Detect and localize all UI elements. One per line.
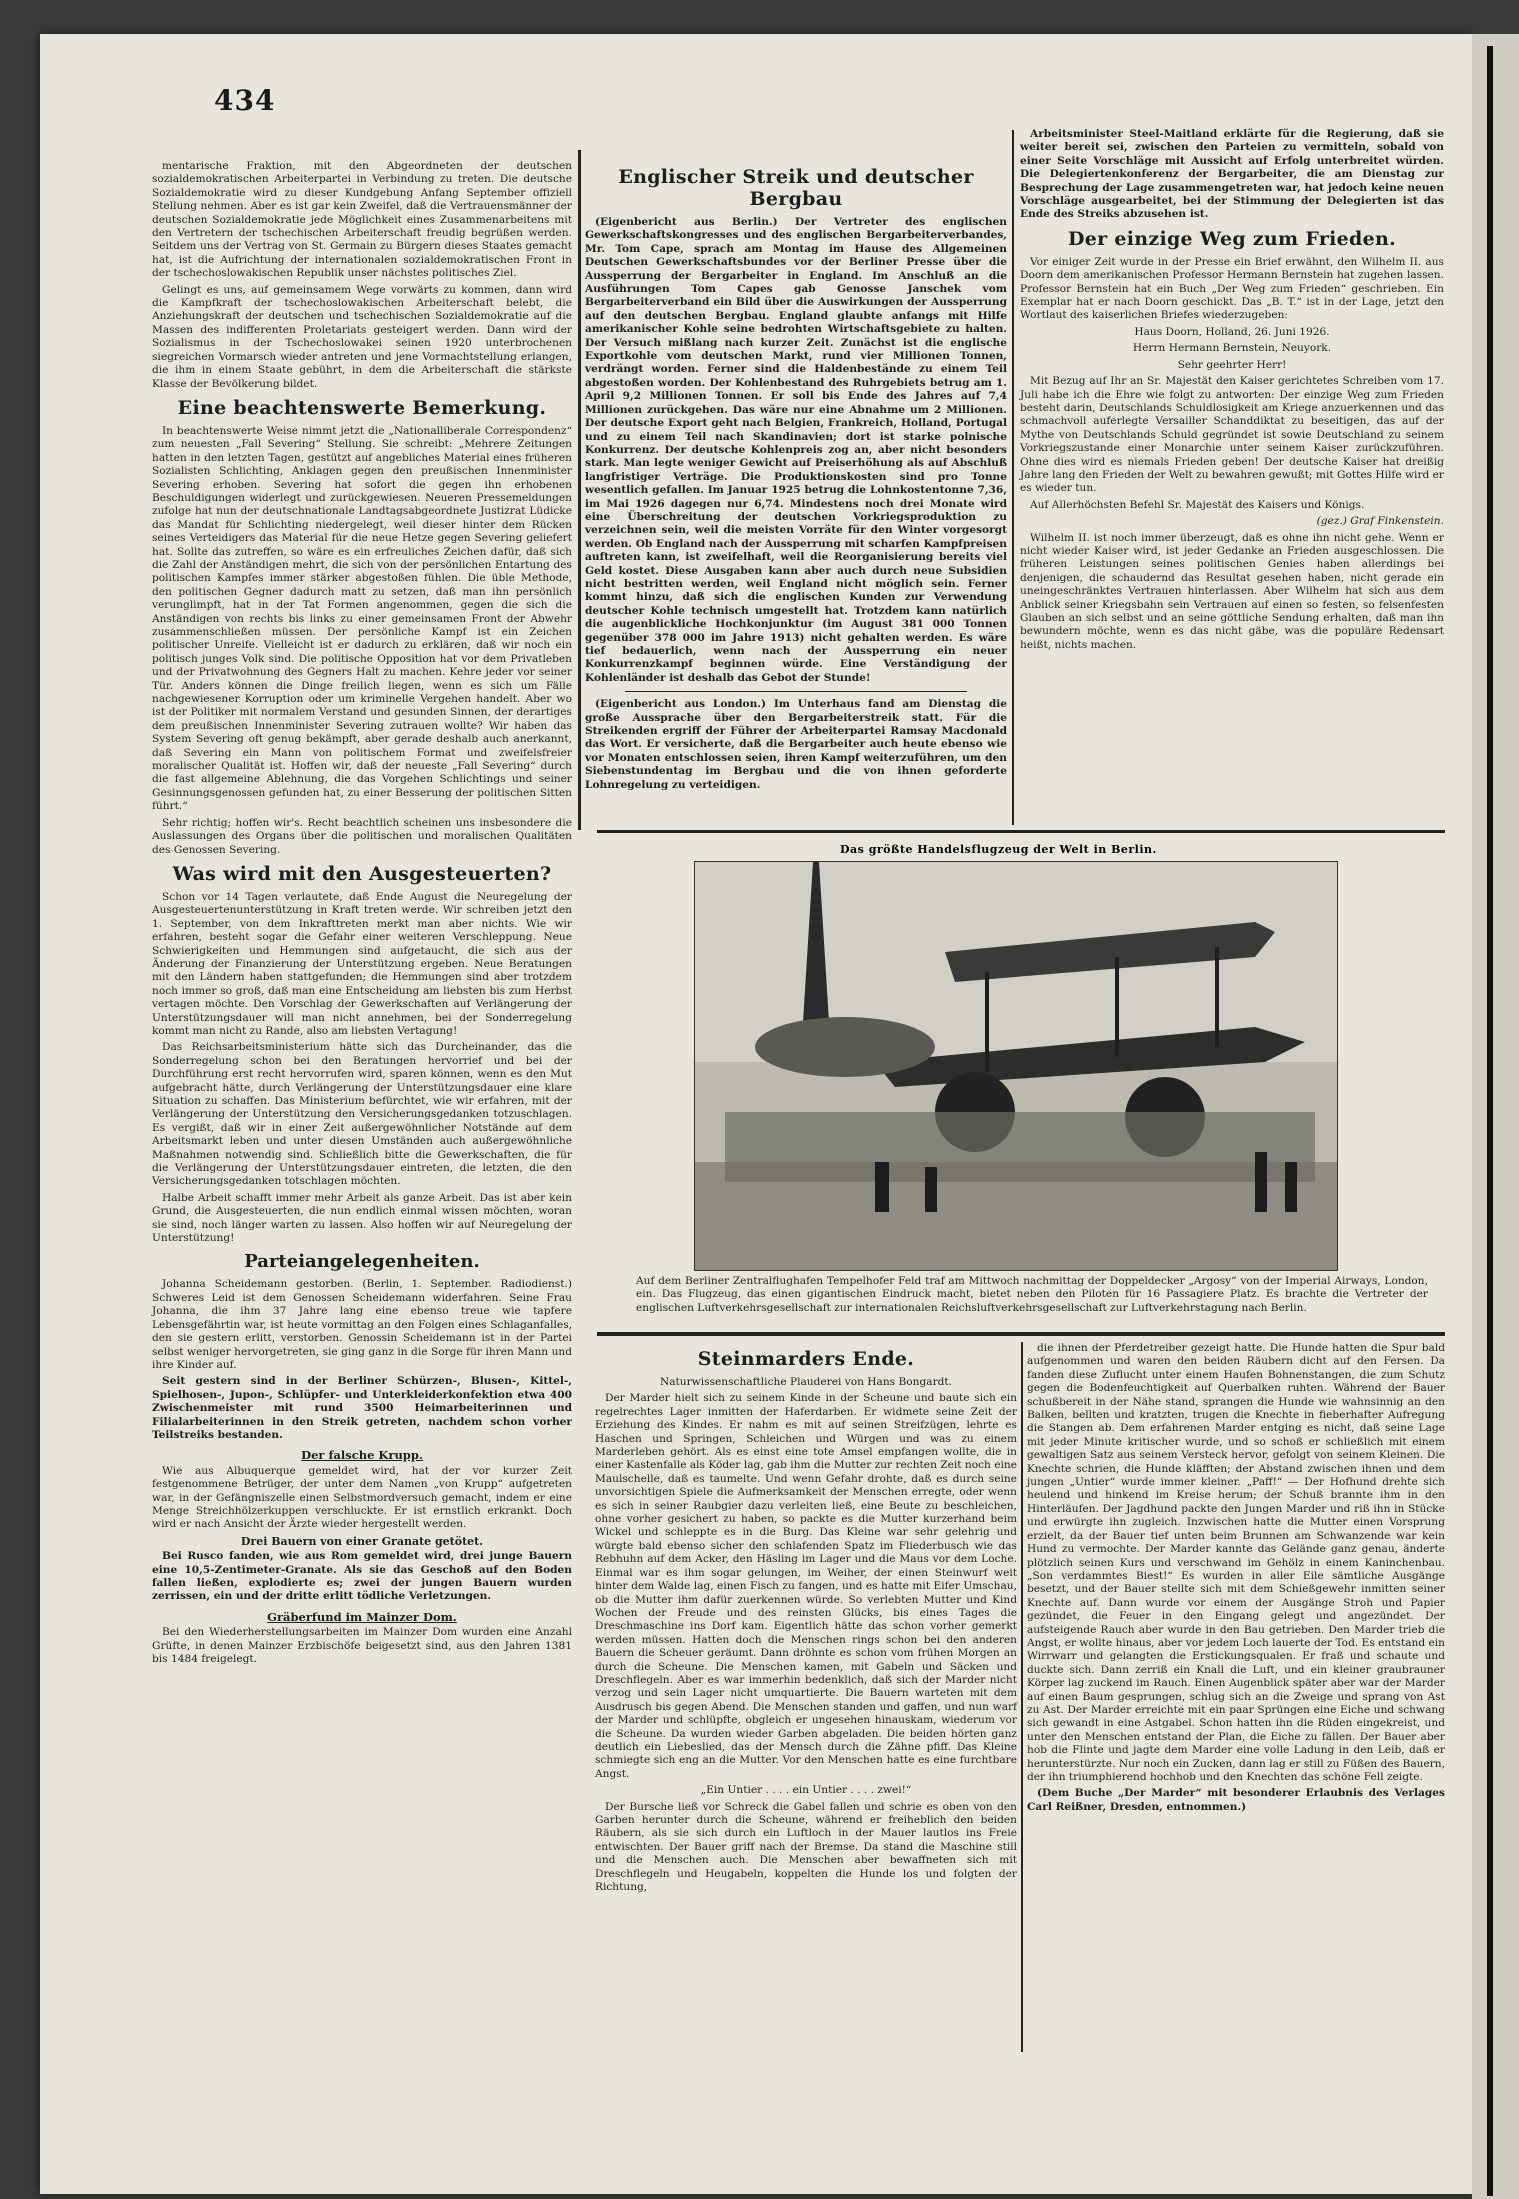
article-text: Der Bursche ließ vor Schreck die Gabel fallen und schrie es oben von den Garben herunter durch die Scheune, während er freiheblich den beiden Räubern, als sie sich durch ein Luftloch in der Mauer lautlos ins Freie entwischten. Der Bauer griff nach der Bremse. Da stand die Maschine still und die Menschen auch. Die Menschen aber bewaffneten sich mit Dreschflegeln und Heugabeln, koppelten die Hunde los und folgten der Richtung,	[595, 1800, 1017, 1894]
page-edge	[1472, 34, 1519, 2199]
article-text: Bei Rusco fanden, wie aus Rom gemeldet wird, drei junge Bauern eine 10,5-Zentimeter-Granate. Als sie das Geschoß auf den Boden fallen ließen, explodierte es; zwei der jungen Bauern wurden zerrissen, ein und der dritte erlitt tödliche Verletzungen.	[152, 1550, 572, 1603]
feuilleton-right	[1027, 1342, 1445, 2052]
section-rule	[597, 1332, 1445, 1336]
headline: Parteiangelegenheiten.	[244, 1251, 480, 1273]
binding-bar	[1487, 46, 1493, 2196]
article-text: Gelingt es uns, auf gemeinsamem Wege vorwärts zu kommen, dann wird die Kampfkraft der tschechoslowakischen Arbeiterschaft belebt, die Anziehungskraft der deutschen und tschechischen Sozialdemokratie auf die Massen des indifferenten Proletariats gesteigert werden. Dann wird der Sozialismus in der Tschechoslowakei seinen 1920 unterbrochenen siegreichen Vormarsch wieder antreten und jene Vormachtstellung erlangen, die ihm in einem Staate gebührt, in dem die Arbeiterschaft die stärkste Klasse der Bevölkerung bildet.	[152, 283, 572, 390]
feuilleton-headline: Steinmarders Ende.	[697, 1348, 915, 1370]
signature: (gez.) Graf Finkenstein.	[1316, 515, 1444, 528]
right-column	[1020, 128, 1444, 818]
article-text: Schon vor 14 Tagen verlautete, daß Ende August die Neuregelung der Ausgesteuertenunterstützung in Kraft treten werde. Wir schreiben jetzt den 1. September, von dem Inkrafttreten merkt man aber nichts. Wie wir erfahren, besteht sogar die Gefahr einer weiteren Verschleppung. Neue Schwierigkeiten und Hemmungen sind aufgetaucht, die sich aus der Änderung der Finanzierung der Unterstützung ergeben. Neue Beratungen mit den Ländern haben stattgefunden; die Hemmungen sind aber trotzdem noch immer so groß, daß man eine Entscheidung am liebsten bis zum Herbst vertagen möchte. Den Vorschlag der Gewerkschaften auf Verlängerung der Unterstützungsdauer will man nicht annehmen, bei der Sonderregelung kommt man nicht zu Rande, also am liebsten Vertagung!	[152, 890, 572, 1037]
airplane-photo	[694, 861, 1338, 1271]
article-text: Arbeitsminister Steel-Maitland erklärte für die Regierung, daß sie weiter bereit sei, zwischen den Parteien zu vermitteln, sobald von einer Seite Vorschläge mit Aussicht auf Erfolg unterbreitet würden. Die Delegiertenkonferenz der Bergarbeiter, die am Dienstag zur Besprechung der Lage zusammengetreten war, hat jedoch keine neuen Vorschläge ausgearbeitet, bei der Stimmung der Delegierten ist das Ende des Streiks abzusehen ist.	[1020, 128, 1444, 221]
article-text: Der Marder hielt sich zu seinem Kinde in der Scheune und baute sich ein regelrechtes Lager inmitten der Haferdarben. Er widmete seine Zeit der Erziehung des Kindes. Er nahm es mit auf seinen Streifzügen, lehrte es Haschen und Springen, Schleichen und Würgen und was zu einem Marderleben gehört. Als es einst eine tote Amsel empfangen wollte, die in einer Kastenfalle als Köder lag, gab ihm die Mutter zur rechten Zeit noch eine Maulschelle, daß es taumelte. Und wenn Gefahr drohte, daß es durch seine unvorsichtigen Spiele die Aufmerksamkeit der Menschen erregte, oder wenn es sich in seiner Raubgier dazu verleiten ließ, eine Beute zu beschleichen, ohne vorher gesichert zu haben, so packte es die Mutter kurzerhand beim Wickel und schleppte es in die Burg. Das Kleine war sehr gelehrig und würgte bald ebenso sicher den schlafenden Spatz im Fliederbusch wie das Rebhuhn auf dem Acker, den Häsling im Lager und die Maus vor dem Loche. Einmal war es ihm sogar gelungen, im Weiher, der einen Steinwurf weit hinter dem Walde lag, einen Fisch zu fangen, und es hatte mit Eifer Umschau, ob die Mutter ihm dafür zuerkennen würde. So verlebten Mutter und Kind Wochen der Freude und des reinsten Glücks, bis eines Tages die Dreschmaschine ins Dorf kam. Eigentlich hätte das schon vorher gemerkt werden müssen. Hatten doch die Menschen rings schon bei den anderen Bauern die Scheuer geräumt. Dann dröhnte es schon vom frühen Morgen an durch die Scheune. Die Menschen kamen, mit Gabeln und Säcken und Dreschflegeln. Aber es war immerhin bedenklich, daß sich der Marder nicht verzog und sein Lager nicht umquartierte. Die Bauern warteten mit dem Ausdrusch bis gegen Abend. Die Menschen standen und gaffen, und nun warf der Marder und schlüpfte, obgleich er ungesehen hinauskam, wiederum vor die Scheune. Da wurden wieder Garben abgeladen. Die beiden hörten ganz deutlich ein Liebeslied, das der Mensch durch die Zähne pfiff. Das Kleine schmiegte sich eng an die Mutter. Vor den Menschen hatte es eine furchtbare Angst.	[595, 1392, 1017, 1780]
article-text: Halbe Arbeit schafft immer mehr Arbeit als ganze Arbeit. Das ist aber kein Grund, die Ausgesteuerten, die nun endlich einmal wissen möchten, woran sie sind, noch länger warten zu lassen. Also hoffen wir auf Neuregelung der Unterstützung!	[152, 1191, 572, 1245]
left-column	[152, 160, 572, 2055]
subheadline: Drei Bauern von einer Granate getötet.	[240, 1534, 484, 1548]
letter-dateline: Haus Doorn, Holland, 26. Juni 1926.	[1134, 325, 1330, 338]
divider	[625, 691, 967, 692]
article-text: Seit gestern sind in der Berliner Schürzen-, Blusen-, Kittel-, Spielhosen-, Jupon-, Schlüpfer- und Unterkleiderkonfektion etwa 400 Zwischenmeister mit rund 3500 Heimarbeiterinnen und Filialarbeiterinnen in den Streik getreten, nachdem schon vorher Teilstreiks bestanden.	[152, 1375, 572, 1441]
article-text: Bei den Wiederherstellungsarbeiten im Mainzer Dom wurden eine Anzahl Grüfte, in denen Mainzer Erzbischöfe beigesetzt sind, aus den Jahren 1381 bis 1484 freigelegt.	[152, 1626, 572, 1666]
article-text: Sehr richtig; hoffen wir's. Recht beachtlich scheinen uns insbesondere die Auslassungen des Organs über die politischen und moralischen Qualitäten des Genossen Severing.	[152, 816, 572, 856]
column-rule	[1012, 130, 1014, 825]
headline: Eine beachtenswerte Bemerkung.	[177, 396, 547, 419]
article-text: Vor einiger Zeit wurde in der Presse ein Brief erwähnt, den Wilhelm II. aus Doorn dem amerikanischen Professor Hermann Bernstein hat zugehen lassen. Professor Bernstein hat ein Buch „Der Weg zum Frieden“ geschrieben. Ein Exemplar hat er nach Doorn geschickt. Das „B. T.“ ist in der Lage, jetzt den Wortlaut des kaiserlichen Briefes wiederzugeben:	[1020, 255, 1444, 322]
biplane-image	[695, 862, 1337, 1270]
article-text: Mit Bezug auf Ihr an Sr. Majestät den Kaiser gerichtetes Schreiben vom 17. Juli habe ich die Ehre wie folgt zu antworten: Der einzige Weg zum Frieden besteht darin, Deutschlands Schuldlosigkeit am Kriege anzuerkennen und das schmachvoll auferlegte Versailler Schanddiktat zu beseitigen, das auf der Mythe von Deutschlands Schuld gegründet ist sowie Deutschland zu seinem Vorkriegszustande einer Monarchie unter seinem Kaiser zurückzuführen. Ohne dies wird es niemals Frieden geben! Der deutsche Kaiser hat dreißig Jahre lang den Frieden der Welt zu bewahren gewußt; mit Gottes Hilfe wird er es wieder tun.	[1020, 375, 1444, 495]
column-rule	[1021, 1342, 1023, 2052]
byline: Naturwissenschaftliche Plauderei von Hans Bongardt.	[659, 1376, 953, 1388]
middle-column	[585, 160, 1007, 790]
letter-salutation: Sehr geehrter Herr!	[1177, 358, 1287, 371]
subheadline: Gräberfund im Mainzer Dom.	[267, 1609, 457, 1624]
article-text: Wie aus Albuquerque gemeldet wird, hat der vor kurzer Zeit festgenommene Betrüger, der unter dem Namen „von Krupp“ aufgetreten war, in der Gefängniszelle einen Selbstmordversuch gemacht, indem er eine Menge Streichhölzerkuppen verschluckte. Er ist ernstlich erkrankt. Doch wird er nach Ansicht der Ärzte wieder hergestellt werden.	[152, 1464, 572, 1531]
section-rule	[597, 830, 1445, 833]
quote: „Ein Untier . . . . ein Untier . . . . zwei!“	[700, 1784, 912, 1797]
column-rule	[578, 150, 581, 830]
letter-recipient: Herrn Hermann Bernstein, Neuyork.	[1132, 342, 1332, 355]
article-text: Johanna Scheidemann gestorben. (Berlin, 1. September. Radiodienst.) Schweres Leid ist dem Genossen Scheidemann widerfahren. Seine Frau Johanna, die ihm 37 Jahre lang eine ebenso treue wie tapfere Lebensgefährtin war, ist heute vormittag an den Folgen eines Schlaganfalles, den sie gestern erlitt, verstorben. Genossin Scheidemann ist in der Partei selbst weniger hervorgetreten, sie ging ganz in die Sorge für ihren Mann und ihre Kinder auf.	[152, 1278, 572, 1371]
article-text: mentarische Fraktion, mit den Abgeordneten der deutschen sozialdemokratischen Arbeiterpartei in Verbindung zu treten. Die deutsche Sozialdemokratie wird zu dieser Kundgebung Anfang September offiziell Stellung nehmen. Aber es ist gar kein Zweifel, daß die Vertrauensmänner der deutschen Sozialdemokratie jede Möglichkeit eines Zusammenarbeitens mit den Vertretern der tschechischen Arbeiterschaft freudig begrüßen werden. Seitdem uns der Vertrag von St. Germain zu Bürgern dieses Staates gemacht hat, ist die Aufrichtung der internationalen sozialdemokratischen Front in der tschechoslowakischen Republik unser nächstes politisches Ziel.	[152, 160, 572, 280]
article-text: In beachtenswerte Weise nimmt jetzt die „Nationalliberale Correspondenz“ zum neuesten „Fall Severing“ Stellung. Sie schreibt: „Mehrere Zeitungen hatten in den letzten Tagen, gestützt auf angebliches Material eines früheren Sozialisten Schlichting, Anklagen gegen den preußischen Innenminister Severing erhoben. Severing hat sofort die gegen ihn erhobenen Beschuldigungen widerlegt und zurückgewiesen. Neueren Pressemeldungen zufolge hat nun der deutschnationale Landtagsabgeordnete Justizrat Lüdicke das Mandat für Schlichting niedergelegt, weil dieser hinter dem Rücken seines Verteidigers das Material für die neue Hetze gegen Severing geliefert hat. Sollte das zutreffen, so wäre es ein erfreuliches Zeichen dafür, daß sich die Zahl der Anständigen mehrt, die sich von der persönlichen Entartung des politischen Kampfes immer stärker abgestoßen fühlen. Die üble Methode, den politischen Gegner dadurch matt zu setzen, daß man ihn persönlich verunglimpft, hat in der Tat Formen angenommen, gegen die sich die Anständigen von rechts bis links zu einer gemeinsamen Front der Abwehr zusammenschließen müssen. Der persönliche Kampf ist ein Zeichen politischer Unreife. Vielleicht ist er dadurch zu erklären, daß wir noch ein politisch junges Volk sind. Die politische Opposition hat vor dem Privatleben und der Privatwohnung des Gegners Halt zu machen. Kehre jeder vor seiner Tür. Anders können die Dinge freilich liegen, wenn es sich um Fälle nachgewiesener Korruption oder um kriminelle Vergehen handelt. Aber wo ist der Politiker mit normalem Verstand und gesunden Sinnen, der derartiges dem preußischen Innenminister Severing zutrauen wollte? Wir haben das System Severing oft genug bekämpft, aber gerade deshalb auch anerkannt, daß Severing ein Mann von politischem Format und zweifelsfreier moralischer Qualität ist. Hoffen wir, daß der neueste „Fall Severing“ durch die fast allgemeine Ablehnung, die das Vorgehen Schlichtings und seiner Gesinnungsgenossen gefunden hat, zu einer Besserung der politischen Sitten führt.“	[152, 424, 572, 813]
article-text: (Eigenbericht aus London.) Im Unterhaus fand am Dienstag die große Aussprache über den Bergarbeiterstreik statt. Für die Streikenden ergriff der Führer der Arbeiterpartei Ramsay Macdonald das Wort. Er versicherte, daß die Bergarbeiter auch heute ebenso wie vor Monaten entschlossen seien, ihren Kampf weiterzuführen, um den Siebenstundentag im Bergbau und die von ihnen geforderte Lohnregelung zu verteidigen.	[585, 698, 1007, 791]
headline: Der einzige Weg zum Frieden.	[1067, 227, 1397, 250]
subheadline: Der falsche Krupp.	[301, 1448, 423, 1463]
feuilleton-left	[595, 1342, 1017, 2052]
article-text: (Eigenbericht aus Berlin.) Der Vertreter des englischen Gewerkschaftskongresses und des englischen Bergarbeiterverbandes, Mr. Tom Cape, sprach am Montag im Hause des Allgemeinen Deutschen Gewerkschaftsbundes vor der Berliner Presse über die Aussperrung der Bergarbeiter in England. Im Anschluß an die Ausführungen Tom Capes gab Genosse Janschek vom Bergarbeiterverband ein Bild über die Auswirkungen der Aussperrung auf den deutschen Bergbau. England glaubte anfangs mit Hilfe amerikanischer Kohle seine bedrohten Wirtschaftsgebiete zu halten. Der Versuch mißlang nach kurzer Zeit. Zunächst ist die englische Exportkohle vom deutschen Markt, rund vier Millionen Tonnen, verdrängt worden. Ferner sind die Haldenbestände zu einem Teil abgestoßen worden. Der Kohlenbestand des Ruhrgebiets betrug am 1. April 9,2 Millionen Tonnen. Er soll bis Ende des Jahres auf 7,4 Millionen zurückgehen. Das wäre nur eine Abnahme um 2 Millionen. Der deutsche Export geht nach Belgien, Frankreich, Holland, Portugal und zu einem Teil nach Skandinavien; dort ist starke polnische Konkurrenz. Der deutsche Kohlenpreis zog an, aber nicht besonders stark. Man legte weniger Gewicht auf Preiserhöhung als auf Abschluß langfristiger Verträge. Die Produktionskosten sind pro Tonne wesentlich gefallen. Im Januar 1925 betrug die Lohnkostentonne 7,36, im Mai 1926 dagegen nur 6,74. Mindestens noch drei Monate wird eine Überschreitung der deutschen Vorkriegsproduktion zu verzeichnen sein, weil die meisten Vorräte für den Winter vorgesorgt werden. Ob England nach der Aussperrung mit scharfen Kampfpreisen auftreten kann, ist zweifelhaft, weil die Reorganisierung bereits viel Geld kostet. Diese Ausgaben kann aber auch durch neue Subsidien nicht bestritten werden, weil England nicht möglich sein. Ferner kommt hinzu, daß sich die englischen Kunden zur Verwendung deutscher Kohle technisch umgestellt hat. Trotzdem kann natürlich die augenblickliche Hochkonjunktur (im August 381 000 Tonnen gegenüber 378 000 im Jahre 1913) nicht gehalten werden. Es wäre tief bedauerlich, wenn nach der Aussperrung ein neuer Konkurrenzkampf beginnen würde. Eine Verständigung der Kohlenländer ist deshalb das Gebot der Stunde!	[585, 216, 1007, 684]
article-text: die ihnen der Pferdetreiber gezeigt hatte. Die Hunde hatten die Spur bald aufgenommen und waren den beiden Räubern dicht auf den Fersen. Da fanden diese Zuflucht unter einem Haufen Bohnenstangen, die zum Schutz gegen die Bodenfeuchtigkeit auf Querbalken ruhten. Während der Bauer schußbereit in der Nähe stand, sprangen die Hunde wie wahnsinnig an den Balken, bellten und kratzten, trugen die Knechte in fieberhafter Aufregung die Stangen ab. Dem erfahrenen Marder entging es nicht, daß seine Lage mit jeder Minute kritischer wurde, und so schoß er schließlich mit einem gewaltigen Satz aus seinem Versteck hervor, gefolgt von seinem Kleinen. Die Knechte schrien, die Hunde kläfften; der Abstand zwischen ihnen und dem jungen „Untier“ wurde immer kleiner. „Paff!“ — Der Hofhund drehte sich heulend und hinkend im Kreise herum; der Schuß brannte ihm in den Hinterläufen. Der Jagdhund packte den Jungen Marder und riß ihn in Stücke und erwürgte ihn zugleich. Inzwischen hatte die Mutter einen Vorsprung erzielt, da der Bauer tief unten beim Brunnen am Schwanzende war kein Hund zu vermochte. Der Marder kannte das Gelände ganz genau, änderte plötzlich seinen Kurs und verschwand im Gehölz in einem Kaninchenbau. „Son verdammtes Biest!“ Es wurden in aller Eile sämtliche Ausgänge besetzt, und der Bauer stellte sich mit dem Schießgewehr inmitten seiner Knechte auf. Dann wurde vor einem der Ausgänge Stroh und Papier gezündet, die Feuer in den Eingang gelegt und angezündet. Der aufsteigende Rauch aber wurde in den Bau getrieben. Den Marder trieb die Angst, er wollte hinaus, aber vor jedem Loch lauerte der Tod. Es entstand ein Wirrwarr und gelangten die Erstickungsqualen. Er fraß und schaute und duckte sich. Dann zerriß ein Knall die Luft, und ein kleiner graubrauner Körper lag zuckend im Rauch. Einen Augenblick später aber war der Marder auf einen Baum gesprungen, schlug sich an die Zweige und sprang von Ast zu Ast. Der Marder erreichte mit ein paar Sprüngen eine Eiche und schwang sich gewandt in eine Astgabel. Schon hatten ihn die Rüden eingekreist, und unter den Menschen entstand der Plan, die Eiche zu fällen. Der Bauer aber hob die Flinte und jagte dem Marder eine volle Ladung in den Leib, daß er herunterstürzte. Nur noch ein Zucken, dann lag er still zu Füßen des Bauern, der ihn triumphierend hochhob und den Knechten das schöne Fell zeigte.	[1027, 1342, 1445, 1783]
headline: Was wird mit den Ausgesteuerten?	[172, 862, 552, 885]
credit-line: (Dem Buche „Der Marder“ mit besonderer Erlaubnis des Verlages Carl Reißner, Dresden, entnommen.)	[1027, 1787, 1445, 1813]
article-text: Das Reichsarbeitsministerium hätte sich das Durcheinander, das die Sonderregelung schon bei den Beratungen hervorrief und bei der Durchführung erst recht hervorrufen wird, sparen können, wenn es den Mut aufgebracht hätte, durch Verlängerung der Unterstützungsdauer eine klare Situation zu schaffen. Das Ministerium befürchtet, wie wir erfahren, mit der Verlängerung der Unterstützung den Versicherungsgedanken totzuschlagen. Es vergißt, daß wir in einer Zeit außergewöhnlicher Notstände auf dem Arbeitsmarkt leben und unter diesen Umständen auch außergewöhnliche Maßnahmen notwendig sind. Schließlich bitte die Gewerkschaften, die für die Verlängerung der Unterstützungsdauer eintreten, die letzten, die den Versicherungsgedanken totschlagen möchten.	[152, 1041, 572, 1188]
article-text: Wilhelm II. ist noch immer überzeugt, daß es ohne ihn nicht gehe. Wenn er nicht wieder Kaiser wird, ist jeder Gedanke an Frieden ausgeschlossen. Die früheren Leistungen seines politischen Genies haben allerdings bei denjenigen, die schaudernd das Resultat gesehen haben, nicht gerade ein uneingeschränktes Vertrauen hinterlassen. Aber Wilhelm hat sich aus dem Anblick seiner Kriegsbahn sein Vertrauen auf einen so festen, so felsenfesten Glauben an sich selbst und an seine göttliche Sendung erhalten, daß man ihn bewundern möchte, wenn es das nicht gäbe, was die populäre Redensart heißt, nichts machen.	[1020, 531, 1444, 651]
photo-caption: Auf dem Berliner Zentralflughafen Tempelhofer Feld traf am Mittwoch nachmittag der Doppeldecker „Argosy“ von der Imperial Airways, London, ein. Das Flugzeug, das einen gigantischen Eindruck macht, bietet neben den Piloten für 16 Passagiere Platz. Es brachte die Vertreter der englischen Luftverkehrsgesellschaft zur internationalen Reichsluftverkehrsgesellschaft zur Luftverkehrstagung nach Berlin.	[636, 1275, 1428, 1314]
headline: Englischer Streik und deutscher Bergbau	[618, 166, 974, 210]
photo-title: Das größte Handelsflugzeug der Welt in Berlin.	[840, 843, 1157, 856]
article-text: Auf Allerhöchsten Befehl Sr. Majestät des Kaisers und Königs.	[1030, 498, 1365, 511]
page-number: 434	[214, 84, 276, 117]
